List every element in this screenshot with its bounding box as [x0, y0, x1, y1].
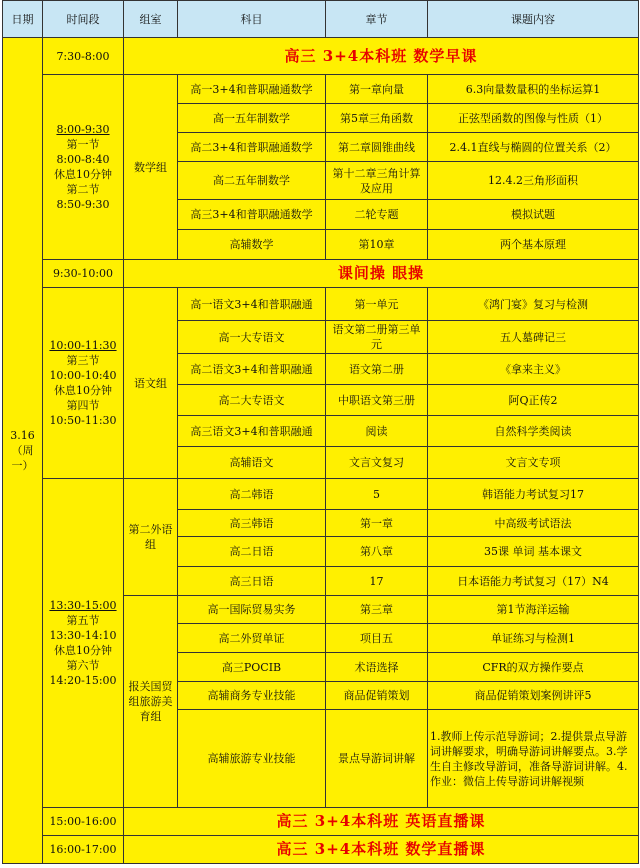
topic-cell: 12.4.2三角形面积: [428, 162, 639, 200]
topic-cell: 商品促销策划案例讲评5: [428, 682, 639, 710]
time-slot-3: [43, 479, 124, 808]
subject-cell: 高三3+4和普职融通数学: [178, 200, 326, 230]
table-row: [3, 836, 639, 864]
topic-cell: 韩语能力考试复习17: [428, 479, 639, 510]
table-row: [3, 288, 639, 321]
topic-cell: CFR的双方操作要点: [428, 653, 639, 682]
subject-cell: 高辅旅游专业技能: [178, 710, 326, 808]
topic-cell: 自然科学类阅读: [428, 416, 639, 447]
time-line: 第六节: [66, 659, 100, 672]
subject-cell: 高二大专语文: [178, 385, 326, 416]
header-time: 时间段: [43, 1, 124, 38]
subject-cell: 高三韩语: [178, 510, 326, 537]
subject-cell: 高一3+4和普职融通数学: [178, 75, 326, 104]
time-line: 10:00-10:40: [49, 369, 117, 382]
time-line: 8:50-9:30: [56, 198, 110, 211]
subject-cell: 高一国际贸易实务: [178, 596, 326, 624]
table-row: [3, 808, 639, 836]
chapter-cell: 文言文复习: [326, 447, 428, 479]
banner-break: 课间操 眼操: [124, 260, 639, 288]
chapter-cell: 第三章: [326, 596, 428, 624]
chapter-cell: 第一章向量: [326, 75, 428, 104]
topic-cell: 日本语能力考试复习（17）N4: [428, 567, 639, 596]
banner-morning: 高三 3+4本科班 数学早课: [124, 38, 639, 75]
chapter-cell: 语文第二册第三单元: [326, 321, 428, 354]
time-range: 8:00-9:30: [56, 123, 110, 136]
chapter-cell: 语文第二册: [326, 354, 428, 385]
chapter-cell: 二轮专题: [326, 200, 428, 230]
chapter-cell: 第10章: [326, 230, 428, 260]
subject-cell: 高三POCIB: [178, 653, 326, 682]
header-topic: 课题内容: [428, 1, 639, 38]
header-subject: 科目: [178, 1, 326, 38]
header-date: 日期: [3, 1, 43, 38]
topic-cell: 文言文专项: [428, 447, 639, 479]
subject-cell: 高三语文3+4和普职融通: [178, 416, 326, 447]
time-cell: 7:30-8:00: [43, 38, 124, 75]
chapter-cell: 第5章三角函数: [326, 104, 428, 133]
subject-cell: 高二外贸单证: [178, 624, 326, 653]
banner-english-live: 高三 3+4本科班 英语直播课: [124, 808, 639, 836]
subject-cell: 高二五年制数学: [178, 162, 326, 200]
subject-cell: 高二3+4和普职融通数学: [178, 133, 326, 162]
chapter-cell: 第一单元: [326, 288, 428, 321]
chapter-cell: 第十二章三角计算及应用: [326, 162, 428, 200]
chapter-cell: 项目五: [326, 624, 428, 653]
time-cell: 9:30-10:00: [43, 260, 124, 288]
chapter-cell: 术语选择: [326, 653, 428, 682]
subject-cell: 高三日语: [178, 567, 326, 596]
time-line: 10:50-11:30: [49, 414, 117, 427]
topic-cell: 《拿来主义》: [428, 354, 639, 385]
subject-cell: 高二韩语: [178, 479, 326, 510]
subject-cell: 高辅商务专业技能: [178, 682, 326, 710]
date-cell: [3, 38, 43, 864]
topic-cell: 五人墓碑记三: [428, 321, 639, 354]
subject-cell: 高辅数学: [178, 230, 326, 260]
chapter-cell: 17: [326, 567, 428, 596]
schedule-table: [2, 0, 639, 864]
group-cell: 第二外语组: [124, 479, 178, 596]
subject-cell: 高辅语文: [178, 447, 326, 479]
time-line: 第五节: [66, 614, 100, 627]
date-line: 一）: [11, 459, 34, 472]
topic-cell: 单证练习与检测1: [428, 624, 639, 653]
topic-cell: 6.3向量数量积的坐标运算1: [428, 75, 639, 104]
topic-cell: 《鸿门宴》复习与检测: [428, 288, 639, 321]
banner-math-live: 高三 3+4本科班 数学直播课: [124, 836, 639, 864]
time-line: 休息10分钟: [54, 644, 112, 657]
topic-cell: 第1节海洋运输: [428, 596, 639, 624]
chapter-cell: 5: [326, 479, 428, 510]
topic-cell: 正弦型函数的图像与性质（1）: [428, 104, 639, 133]
chapter-cell: 景点导游词讲解: [326, 710, 428, 808]
chapter-cell: 第一章: [326, 510, 428, 537]
group-cell: 报关国贸组旅游美育组: [124, 596, 178, 808]
date-line: 3.16: [10, 429, 35, 442]
chapter-cell: 商品促销策划: [326, 682, 428, 710]
subject-cell: 高一五年制数学: [178, 104, 326, 133]
header-row: [3, 1, 639, 38]
group-cell: 语文组: [124, 288, 178, 479]
time-line: 13:30-14:10: [49, 629, 117, 642]
time-range: 13:30-15:00: [49, 599, 117, 612]
subject-cell: 高二语文3+4和普职融通: [178, 354, 326, 385]
time-line: 14:20-15:00: [49, 674, 117, 687]
header-group: 组室: [124, 1, 178, 38]
time-line: 第二节: [66, 183, 100, 196]
subject-cell: 高一语文3+4和普职融通: [178, 288, 326, 321]
time-line: 第三节: [66, 354, 100, 367]
topic-cell: 模拟试题: [428, 200, 639, 230]
time-line: 第一节: [66, 138, 100, 151]
time-slot-2: [43, 288, 124, 479]
group-cell: 数学组: [124, 75, 178, 260]
time-cell: 15:00-16:00: [43, 808, 124, 836]
table-row: [3, 75, 639, 104]
time-line: 休息10分钟: [54, 168, 112, 181]
chapter-cell: 第二章圆锥曲线: [326, 133, 428, 162]
header-chapter: 章节: [326, 1, 428, 38]
time-cell: 16:00-17:00: [43, 836, 124, 864]
time-range: 10:00-11:30: [49, 339, 117, 352]
time-line: 第四节: [66, 399, 100, 412]
topic-cell: 阿Q正传2: [428, 385, 639, 416]
topic-cell: 中高级考试语法: [428, 510, 639, 537]
topic-cell: 35课 单词 基本课文: [428, 537, 639, 567]
time-line: 8:00-8:40: [56, 153, 110, 166]
chapter-cell: 第八章: [326, 537, 428, 567]
chapter-cell: 中职语文第三册: [326, 385, 428, 416]
topic-cell: 两个基本原理: [428, 230, 639, 260]
subject-cell: 高一大专语文: [178, 321, 326, 354]
subject-cell: 高二日语: [178, 537, 326, 567]
topic-cell: 1.教师上传示范导游词；2.提供景点导游词讲解要求，明确导游词讲解要点。3.学生自主修改导游词，准备导游词讲解。4.作业：微信上传导游词讲解视频: [428, 710, 639, 808]
time-slot-1: [43, 75, 124, 260]
table-row: [3, 479, 639, 510]
topic-cell: 2.4.1直线与椭圆的位置关系（2）: [428, 133, 639, 162]
date-line: （周: [11, 444, 34, 457]
table-row: [3, 260, 639, 288]
chapter-cell: 阅读: [326, 416, 428, 447]
time-line: 休息10分钟: [54, 384, 112, 397]
table-row: [3, 38, 639, 75]
